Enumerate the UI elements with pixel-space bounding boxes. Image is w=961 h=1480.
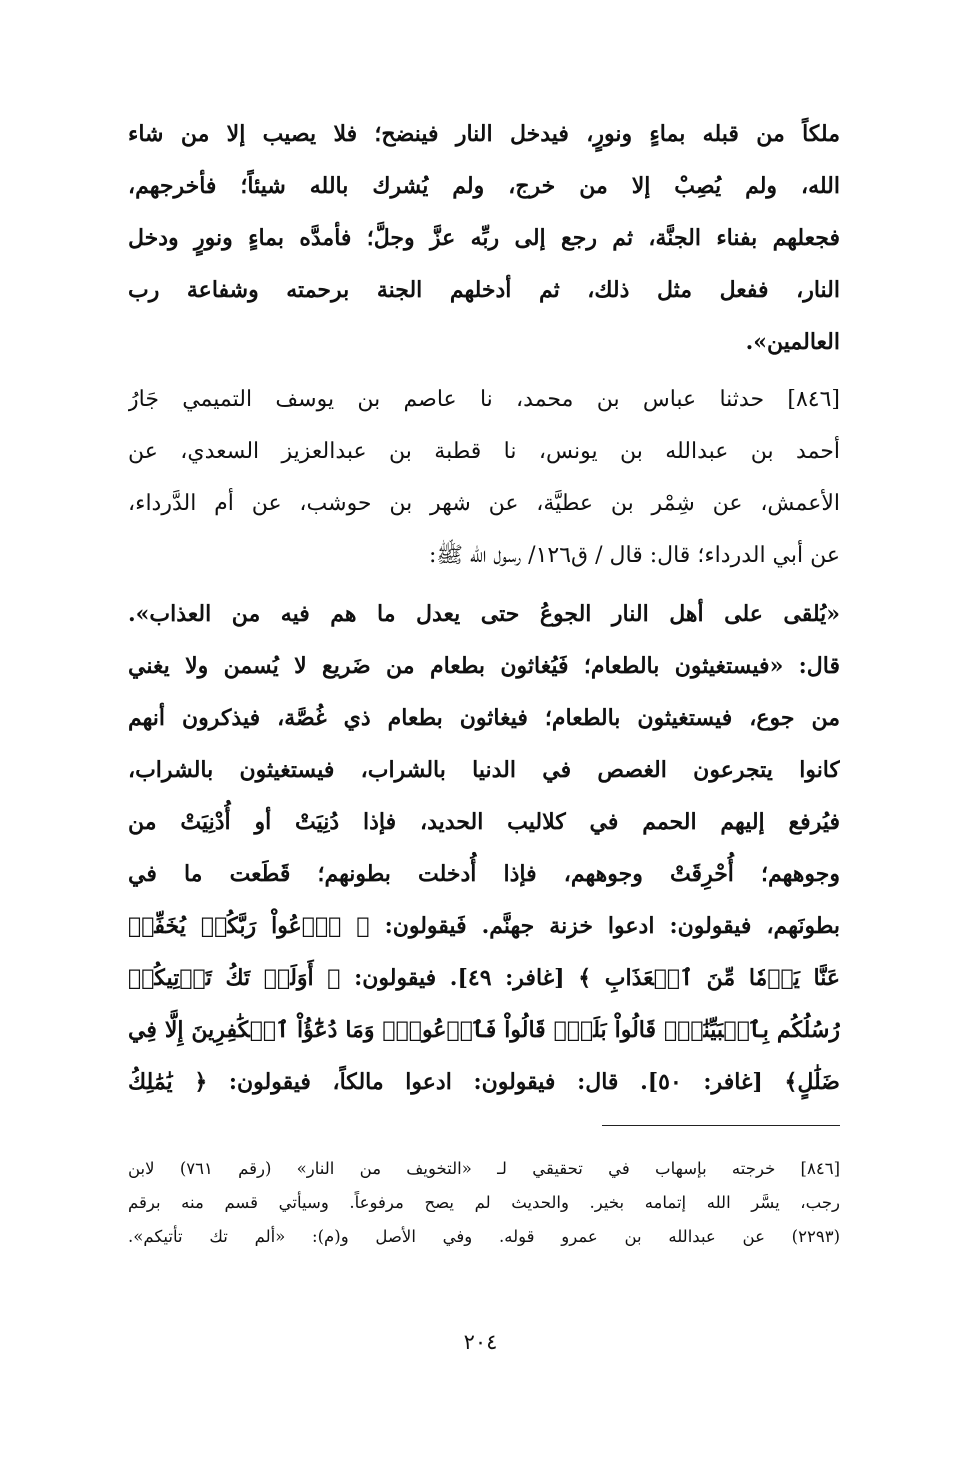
text-line: «يُلقى على أهل النار الجوعُ حتى يعدل ما هم فيه من العذاب». — [128, 601, 840, 627]
footnotes-block — [128, 1152, 840, 1254]
text-line: أحمد بن عبدالله بن يونس، نا قطبة بن عبدالعزيز السعدي، عن — [128, 439, 840, 464]
text-line: العالمين». — [745, 329, 840, 355]
text-line: بطونَهم، فيقولون: ادعوا خزنة جهنَّم. فَيقولون: ﴿ ٱدۡعُواْ رَبَّكُمۡ يُخَفِّفۡ — [128, 913, 840, 939]
text-line: النار، ففعل مثل ذلك، ثم أدخلهم الجنة برحمته وشفاعة رب — [128, 277, 840, 303]
text-line: الأعمش، عن شِمْر بن عطيَّة، عن شهر بن حوشب، عن أم الدَّرداء، — [128, 491, 840, 516]
text-line: من جوع، فيستغيثون بالطعام؛ فيغاثون بطعام ذي غُصَّة، فيذكرون أنهم — [128, 705, 840, 731]
footnote-line: [٨٤٦] خرجته بإسهاب في تحقيقي لـ «التخويف من النار» (رقم ٧٦١) لابن — [128, 1159, 840, 1178]
text-line: قال: «فيستغيثون بالطعام؛ فَيُغاثون بطعام من ضَريع لا يُسمن ولا يغني — [128, 653, 840, 679]
text-line: ملكاً من قبله بماءٍ ونورٍ، فيدخل النار فينضح؛ فلا يصيب إلا من شاء — [128, 121, 840, 147]
text-line: كانوا يتجرعون الغصص في الدنيا بالشراب، فيستغيثون بالشراب، — [128, 757, 840, 783]
main-text-block — [128, 108, 840, 1108]
text-line: الله، ولم يُصِبْ إلا من خرج، ولم يُشرك بالله شيئاً؛ فأخرجهم، — [128, 173, 840, 199]
text-line: عَنَّا يَوۡمٗا مِّنَ ٱلۡعَذَابِ ﴾ [غافر: ٤٩]. فيقولون: ﴿ أَوَلَمۡ تَكُ تَأۡتِيكُمۡ — [128, 965, 840, 991]
footnote-line: رجب، يسَّر الله إتمامه بخير. والحديث لم يصح مرفوعاً. وسيأتي قسم منه برقم — [128, 1193, 840, 1212]
footnote-line: (٢٢٩٣) عن عبدالله بن عمرو قوله. وفي الأصل و(م): «ألم تك تأتيكم». — [128, 1227, 840, 1246]
text-line: فيُرفع إليهم الحمم في كلاليب الحديد، فإذا دُنِيَتْ أو أُدْنِيَتْ من — [128, 809, 840, 835]
footnote-separator — [602, 1125, 840, 1126]
text-line: ضَلَٰلٍ﴾ [غافر: ٥٠]. قال: فيقولون: ادعوا مالكاً، فيقولون: ﴿ يَٰمَٰلِكُ — [128, 1069, 840, 1095]
text-line: وجوههم؛ أُحْرِقَتْ وجوههم، فإذا أُدخلت بطونهم؛ قَطَعت ما في — [128, 861, 840, 887]
text-line: رُسُلُكُم بِٱلۡبَيِّنَٰتِۖ قَالُواْ بَلَىٰۚ قَالُواْ فَٱدۡعُواْۗ وَمَا دُعَٰٓؤُاْ ٱلۡكَٰفِرِينَ إِلَّا فِي — [128, 1017, 840, 1043]
text-line: [٨٤٦] حدثنا عباس بن محمد، نا عاصم بن يوسف التميمي جَارُ — [128, 387, 840, 412]
page-number: ٢٠٤ — [463, 1330, 498, 1354]
text-line: عن أبي الدرداء؛ قال: قال / ق١٢٦/ رسول الله ﷺ: — [428, 543, 840, 568]
text-line: فجعلهم بفناء الجنَّة، ثم رجع إلى ربِّه عزَّ وجلَّ؛ فأمدَّه بماءٍ ونورٍ ودخل — [128, 225, 840, 251]
